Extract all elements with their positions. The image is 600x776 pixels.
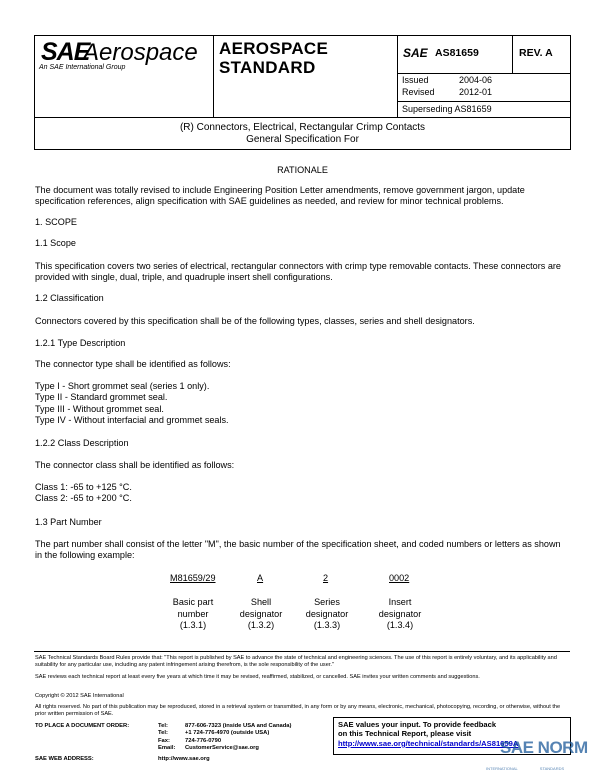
list-item: Class 2: -65 to +200 °C.: [35, 493, 132, 504]
part-number-description: [365, 597, 435, 632]
footer-rights-text: All rights reserved. No part of this publication may be reproduced, stored in a retrieval system or transmitted, in any form or by any means, electronic, mechanical, photocopying, recording, or otherwise, without the prior written permission of SAE.: [35, 704, 561, 717]
list-item: Type II - Standard grommet seal.: [35, 392, 168, 403]
document-number: AS81659: [435, 47, 479, 59]
header-divider: [397, 101, 570, 102]
superseding-label: Superseding AS81659: [402, 104, 492, 114]
header-divider: [397, 36, 398, 117]
aerospace-logo-text: Aerospace: [83, 39, 198, 66]
description-line: (1.3.4): [386, 620, 414, 631]
section-1-2-2-text: The connector class shall be identified as follows:: [35, 460, 235, 470]
phone-number[interactable]: +1 724-776-4970 (outside USA): [185, 730, 270, 737]
description-line: designator: [378, 608, 422, 619]
issued-label: Issued: [402, 75, 429, 85]
section-1-1-text: This specification covers two series of electrical, rectangular connectors with crimp type removable contacts. These connectors are provided with single, dual, triple, and quadruple insert shell configurations.: [35, 261, 561, 283]
part-number-description: [226, 597, 296, 632]
sae-mark: SAE: [403, 46, 428, 60]
footer-review-text: SAE reviews each technical report at least every five years at which time it may be revised, reaffirmed, stabilized, or cancelled. SAE invites your written comments and suggestions.: [35, 674, 480, 680]
part-number-code: 2: [323, 573, 329, 583]
contact-label: Email:: [158, 744, 176, 751]
contact-values: [185, 723, 291, 752]
section-1-2-1-heading: 1.2.1 Type Description: [35, 338, 126, 348]
list-item: Type III - Without grommet seal.: [35, 403, 164, 414]
feedback-text: on this Technical Report, please visit: [338, 729, 472, 739]
section-1-1-heading: 1.1 Scope: [35, 238, 76, 248]
list-item: Class 1: -65 to +125 °C.: [35, 482, 132, 492]
section-1-3-text: The part number shall consist of the letter "M", the basic number of the specification sheet, and coded numbers or letters as shown in the following example:: [35, 539, 561, 561]
watermark-subtext: INTERNATIONAL STANDARDS: [486, 766, 565, 771]
section-1-2-text: Connectors covered by this specification shall be of the following types, classes, series and shell designators.: [35, 316, 475, 326]
document-header: [34, 35, 571, 118]
part-number-code: A: [257, 573, 264, 583]
revision-label: REV. A: [519, 47, 553, 59]
description-line: designator: [239, 608, 283, 619]
watermark-logo: [486, 740, 596, 772]
part-number-code: M81659/29: [170, 573, 216, 583]
header-divider: [512, 36, 513, 73]
description-line: designator: [305, 608, 349, 619]
description-line: Insert: [388, 597, 412, 607]
section-1-2-2-heading: 1.2.2 Class Description: [35, 438, 129, 448]
description-line: Shell: [250, 597, 272, 607]
header-divider: [397, 73, 570, 74]
part-number-code: 0002: [389, 573, 410, 583]
title-line2: General Specification For: [246, 134, 359, 145]
logo-subtitle: An SAE International Group: [39, 64, 126, 71]
phone-number[interactable]: 877-606-7323 (inside USA and Canada): [185, 723, 292, 729]
section-1-2-1-text: The connector type shall be identified as follows:: [35, 359, 231, 369]
part-number-description: [158, 597, 228, 632]
standard-title-line1: AEROSPACE: [219, 39, 329, 58]
rationale-heading: RATIONALE: [277, 165, 328, 175]
email-link[interactable]: CustomerService@sae.org: [185, 744, 259, 751]
description-line: (1.3.3): [313, 620, 341, 631]
list-item: Type IV - Without interfacial and grommet seals.: [35, 415, 229, 426]
fax-number: 724-776-0790: [185, 737, 222, 744]
list-item: Type I - Short grommet seal (series 1 only).: [35, 381, 210, 391]
section-1-2-heading: 1.2 Classification: [35, 293, 104, 303]
footer-divider: [34, 651, 570, 652]
issued-value: 2004-06: [459, 75, 493, 85]
header-divider: [213, 36, 214, 117]
type-list: [35, 381, 570, 427]
contact-label: Fax:: [158, 737, 170, 744]
contact-label: Tel:: [158, 723, 168, 729]
description-line: (1.3.2): [247, 620, 275, 631]
part-number-description: [292, 597, 362, 632]
footer-copyright: Copyright © 2012 SAE International: [35, 693, 124, 699]
web-address-label: SAE WEB ADDRESS:: [35, 756, 94, 762]
title-line1: (R) Connectors, Electrical, Rectangular Crimp Contacts: [179, 122, 426, 133]
web-address-link[interactable]: http://www.sae.org: [158, 756, 210, 762]
footer-rules-text: SAE Technical Standards Board Rules provide that: "This report is published by SAE to advance the state of technical and engineering sciences. The use of this report is entirely voluntary, and its applicability and suitability for any particular use, including any patent infringement arising therefrom, is the sole responsibility of the user.": [35, 655, 557, 668]
contact-labels: [158, 723, 175, 752]
order-label: TO PLACE A DOCUMENT ORDER:: [35, 723, 130, 729]
revised-label: Revised: [402, 87, 435, 97]
description-line: number: [177, 608, 209, 619]
sae-logo: SAE: [41, 38, 90, 66]
section-1-heading: 1. SCOPE: [35, 217, 77, 227]
description-line: Basic part: [172, 597, 214, 607]
watermark-text: SAE NORM: [500, 738, 588, 757]
section-1-3-heading: 1.3 Part Number: [35, 517, 102, 527]
feedback-link[interactable]: http://www.sae.org/technical/standards/AS81659A: [338, 738, 519, 748]
description-line: (1.3.1): [179, 620, 207, 631]
revised-value: 2012-01: [459, 87, 493, 97]
standard-title: [219, 39, 328, 77]
document-title: [34, 117, 571, 150]
contact-label: Tel:: [158, 730, 168, 737]
rationale-text: The document was totally revised to include Engineering Position Letter amendments, remove government jargon, update specification references, align specification with SAE guidelines as needed, and review for minor technical problems.: [35, 185, 525, 207]
description-line: Series: [314, 597, 340, 607]
feedback-text: SAE values your input. To provide feedback: [338, 720, 497, 729]
standard-title-line2: STANDARD: [219, 58, 316, 77]
class-list: [35, 482, 570, 505]
